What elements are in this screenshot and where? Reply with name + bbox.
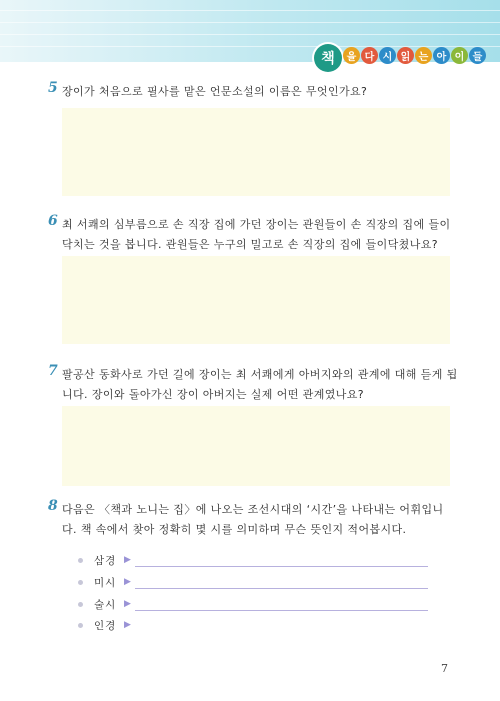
triangle-right-icon: ▶ bbox=[124, 577, 131, 587]
question-number: 6 bbox=[48, 213, 58, 229]
answer-box-7[interactable] bbox=[62, 406, 450, 486]
term-label: 삼경 bbox=[94, 554, 117, 567]
triangle-right-icon: ▶ bbox=[124, 599, 131, 609]
question-number: 5 bbox=[48, 80, 58, 96]
question-number: 8 bbox=[48, 498, 58, 514]
question-text: 다음은 〈책과 노니는 집〉에 나오는 조선시대의 ‘시간’을 나타내는 어휘입니다. 책 속에서 찾아 정확히 몇 시를 의미하며 무슨 뜻인지 적어봅시다. bbox=[62, 503, 444, 536]
triangle-right-icon: ▶ bbox=[124, 620, 131, 630]
question-number: 7 bbox=[48, 363, 58, 379]
logo-char: 아 bbox=[433, 47, 450, 64]
term-row[interactable] bbox=[78, 615, 428, 635]
logo-char: 다 bbox=[361, 47, 378, 64]
bullet-icon bbox=[78, 558, 83, 563]
logo-char: 는 bbox=[415, 47, 432, 64]
bullet-icon bbox=[78, 580, 83, 585]
question-8 bbox=[48, 500, 458, 540]
question-6 bbox=[48, 215, 458, 255]
term-row[interactable] bbox=[78, 550, 428, 570]
bullet-icon bbox=[78, 623, 83, 628]
answer-line[interactable] bbox=[135, 588, 428, 589]
logo-char: 들 bbox=[469, 47, 486, 64]
answer-box-6[interactable] bbox=[62, 256, 450, 344]
question-5 bbox=[48, 82, 458, 102]
question-7 bbox=[48, 365, 458, 405]
question-text: 최 서쾌의 심부름으로 손 직장 집에 가던 장이는 관원들이 손 직장의 집에 들이닥치는 것을 봅니다. 관원들은 누구의 밀고로 손 직장의 집에 들이닥쳤나요? bbox=[62, 218, 451, 251]
answer-line[interactable] bbox=[135, 610, 428, 611]
term-label: 술시 bbox=[94, 598, 117, 611]
page-number: 7 bbox=[441, 662, 448, 675]
logo-main-char: 책 bbox=[314, 44, 342, 72]
logo-char: 읽 bbox=[397, 47, 414, 64]
logo-char: 을 bbox=[343, 47, 360, 64]
triangle-right-icon: ▶ bbox=[124, 555, 131, 565]
logo-char: 이 bbox=[451, 47, 468, 64]
answer-line[interactable] bbox=[135, 566, 428, 567]
term-row[interactable] bbox=[78, 572, 428, 592]
term-label: 미시 bbox=[94, 576, 117, 589]
question-text: 장이가 처음으로 필사를 맡은 언문소설의 이름은 무엇인가요? bbox=[62, 85, 368, 98]
logo-char: 시 bbox=[379, 47, 396, 64]
answer-box-5[interactable] bbox=[62, 108, 450, 196]
term-label: 인경 bbox=[94, 619, 117, 632]
series-logo bbox=[314, 44, 486, 72]
bullet-icon bbox=[78, 602, 83, 607]
term-row[interactable] bbox=[78, 594, 428, 614]
question-text: 팔공산 동화사로 가던 길에 장이는 최 서쾌에게 아버지와의 관계에 대해 듣게 됩니다. 장이와 돌아가신 장이 아버지는 실제 어떤 관계였나요? bbox=[62, 368, 458, 401]
